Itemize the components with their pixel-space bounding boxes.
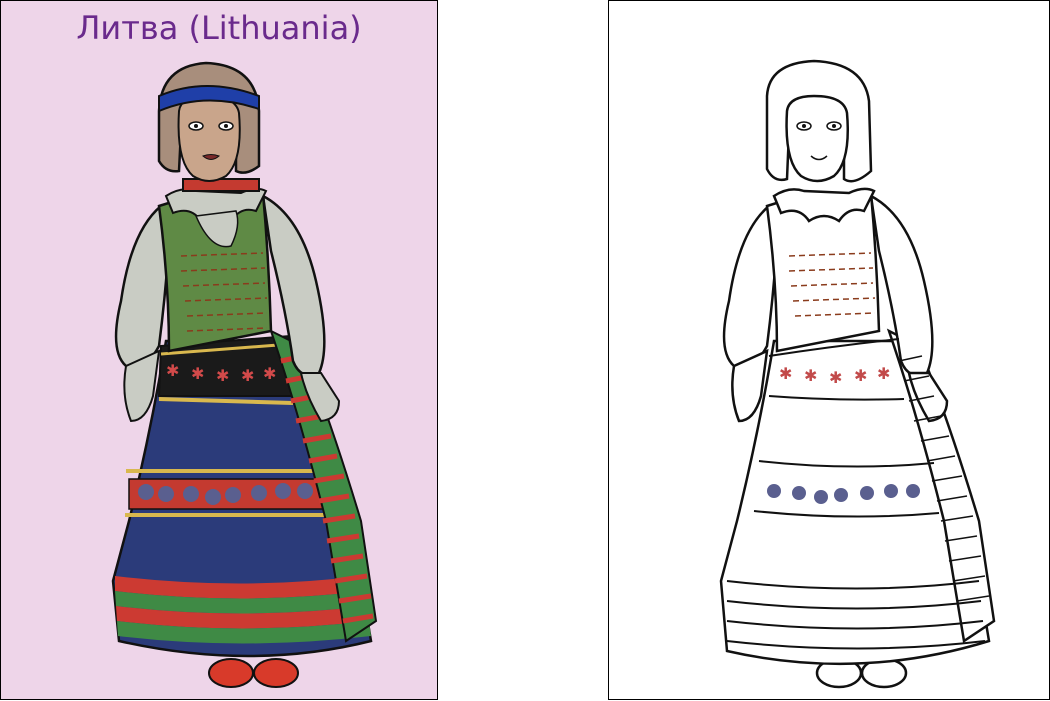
svg-text:✱: ✱ xyxy=(854,366,868,385)
lineart-face xyxy=(787,96,848,181)
skirt-bottom-stripes xyxy=(115,576,371,644)
shoe-right xyxy=(254,659,298,687)
svg-text:✱: ✱ xyxy=(877,364,891,383)
svg-text:✱: ✱ xyxy=(779,364,793,383)
lineart-doll-panel xyxy=(608,0,1050,700)
shoe-left xyxy=(209,659,253,687)
svg-text:✱: ✱ xyxy=(804,366,818,385)
colored-doll-figure xyxy=(1,1,439,701)
lineart-doll-figure xyxy=(609,1,1050,701)
doll-title: Литва (Lithuania) xyxy=(76,9,362,47)
face xyxy=(179,96,240,181)
svg-text:✱: ✱ xyxy=(191,364,205,383)
svg-text:✱: ✱ xyxy=(241,366,255,385)
svg-text:✱: ✱ xyxy=(166,361,180,380)
svg-text:✱: ✱ xyxy=(216,366,230,385)
colored-doll-panel xyxy=(0,0,438,700)
neck-scarf xyxy=(183,179,259,191)
svg-text:✱: ✱ xyxy=(263,364,277,383)
svg-text:✱: ✱ xyxy=(829,368,843,387)
